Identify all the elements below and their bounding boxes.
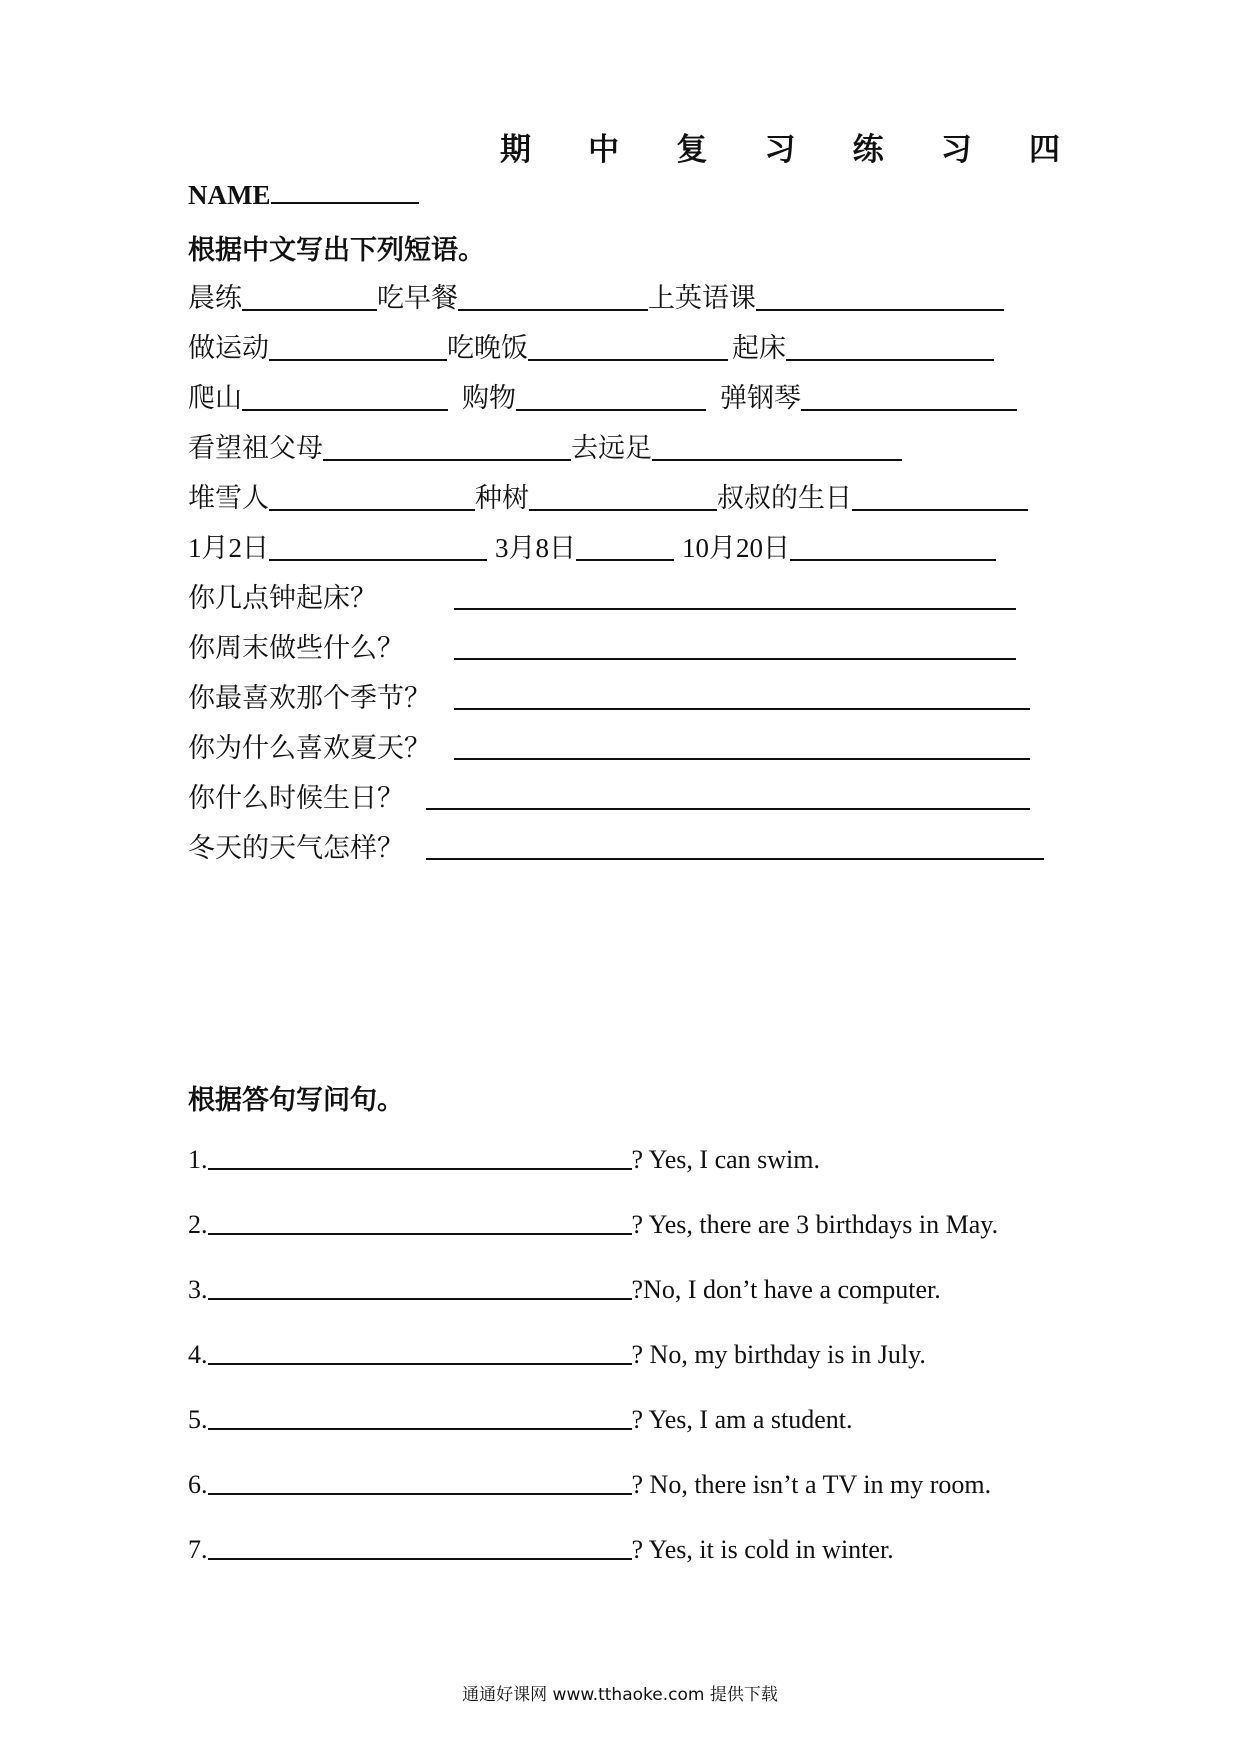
question-blank[interactable] — [208, 1144, 632, 1170]
answer-row — [188, 1144, 820, 1175]
question-row — [188, 776, 1030, 815]
title-char: 复 — [676, 132, 708, 168]
title-char: 期 — [500, 132, 531, 168]
phrase-label: 购物 — [462, 383, 516, 414]
answer-blank[interactable] — [454, 734, 1030, 760]
worksheet-title — [500, 124, 1060, 169]
answer-blank[interactable] — [454, 584, 1016, 610]
phrase-label: 种树 — [475, 483, 529, 514]
title-char: 习 — [940, 132, 972, 168]
phrase-blank[interactable] — [801, 385, 1017, 411]
question-label: 你为什么喜欢夏天？ — [188, 733, 431, 764]
question-blank[interactable] — [208, 1534, 632, 1560]
phrase-row — [188, 526, 996, 565]
page-footer: 通通好课网 www.tthaoke.com 提供下载 — [462, 1685, 778, 1705]
name-field-row — [188, 178, 419, 211]
phrase-blank[interactable] — [852, 485, 1028, 511]
item-number: 6. — [188, 1470, 208, 1499]
section1-heading: 根据中文写出下列短语。 — [188, 235, 485, 266]
phrase-blank[interactable] — [786, 335, 994, 361]
answer-text: ? Yes, I can swim. — [631, 1145, 820, 1174]
answer-blank[interactable] — [426, 784, 1030, 810]
phrase-label: 叔叔的生日 — [717, 483, 852, 514]
answer-row — [188, 1534, 894, 1565]
answer-row — [188, 1274, 941, 1305]
answer-row — [188, 1469, 991, 1500]
date-label: 3月8日 — [495, 533, 576, 563]
phrase-blank[interactable] — [269, 335, 447, 361]
answer-text: ? Yes, there are 3 birthdays in May. — [631, 1210, 999, 1239]
phrase-row — [188, 326, 994, 365]
question-blank[interactable] — [208, 1469, 632, 1495]
section2-heading: 根据答句写问句。 — [188, 1085, 404, 1116]
answer-text: ?No, I don’t have a computer. — [631, 1275, 941, 1304]
item-number: 5. — [188, 1405, 208, 1434]
phrase-blank[interactable] — [269, 485, 475, 511]
phrase-label: 吃晚饭 — [447, 333, 528, 364]
question-blank[interactable] — [208, 1404, 632, 1430]
phrase-blank[interactable] — [528, 335, 728, 361]
answer-row — [188, 1209, 998, 1240]
phrase-blank[interactable] — [458, 285, 648, 311]
phrase-label: 堆雪人 — [188, 483, 269, 514]
item-number: 7. — [188, 1535, 208, 1564]
answer-blank[interactable] — [454, 684, 1030, 710]
question-label: 冬天的天气怎样？ — [188, 833, 404, 864]
question-row — [188, 576, 1016, 615]
item-number: 4. — [188, 1340, 208, 1369]
phrase-blank[interactable] — [516, 385, 706, 411]
phrase-label: 吃早餐 — [377, 283, 458, 314]
question-blank[interactable] — [208, 1274, 632, 1300]
question-blank[interactable] — [208, 1209, 632, 1235]
question-label: 你周末做些什么？ — [188, 633, 404, 664]
date-blank[interactable] — [576, 535, 674, 561]
title-char: 四 — [1028, 132, 1060, 168]
item-number: 2. — [188, 1210, 208, 1239]
phrase-blank[interactable] — [756, 285, 1004, 311]
phrase-label: 晨练 — [188, 283, 242, 314]
phrase-label: 起床 — [732, 333, 786, 364]
answer-text: ? Yes, I am a student. — [631, 1405, 853, 1434]
phrase-row — [188, 426, 902, 465]
phrase-label: 弹钢琴 — [720, 383, 801, 414]
date-blank[interactable] — [269, 535, 487, 561]
answer-text: ? Yes, it is cold in winter. — [631, 1535, 894, 1564]
question-row — [188, 626, 1016, 665]
answer-row — [188, 1339, 926, 1370]
phrase-label: 去远足 — [571, 433, 652, 464]
title-char: 练 — [852, 132, 884, 168]
phrase-label: 上英语课 — [648, 283, 756, 314]
date-label: 10月20日 — [682, 533, 790, 563]
answer-text: ? No, there isn’t a TV in my room. — [631, 1470, 992, 1499]
phrase-label: 爬山 — [188, 383, 242, 414]
date-label: 1月2日 — [188, 533, 269, 563]
phrase-label: 做运动 — [188, 333, 269, 364]
title-char: 中 — [588, 132, 620, 168]
title-char: 习 — [764, 132, 796, 168]
date-blank[interactable] — [790, 535, 996, 561]
answer-blank[interactable] — [454, 634, 1016, 660]
name-label: NAME — [188, 180, 271, 210]
name-blank[interactable] — [271, 178, 419, 204]
phrase-row — [188, 376, 1017, 415]
phrase-row — [188, 276, 1004, 315]
question-label: 你最喜欢那个季节？ — [188, 683, 431, 714]
phrase-blank[interactable] — [242, 385, 448, 411]
phrase-blank[interactable] — [529, 485, 717, 511]
item-number: 1. — [188, 1145, 208, 1174]
item-number: 3. — [188, 1275, 208, 1304]
answer-row — [188, 1404, 852, 1435]
question-row — [188, 826, 1044, 865]
phrase-row — [188, 476, 1028, 515]
phrase-blank[interactable] — [652, 435, 902, 461]
question-row — [188, 676, 1030, 715]
phrase-blank[interactable] — [242, 285, 377, 311]
answer-blank[interactable] — [426, 834, 1044, 860]
question-blank[interactable] — [208, 1339, 632, 1365]
question-row — [188, 726, 1030, 765]
answer-text: ? No, my birthday is in July. — [631, 1340, 926, 1369]
question-label: 你几点钟起床？ — [188, 583, 377, 614]
phrase-blank[interactable] — [323, 435, 571, 461]
phrase-label: 看望祖父母 — [188, 433, 323, 464]
question-label: 你什么时候生日？ — [188, 783, 404, 814]
